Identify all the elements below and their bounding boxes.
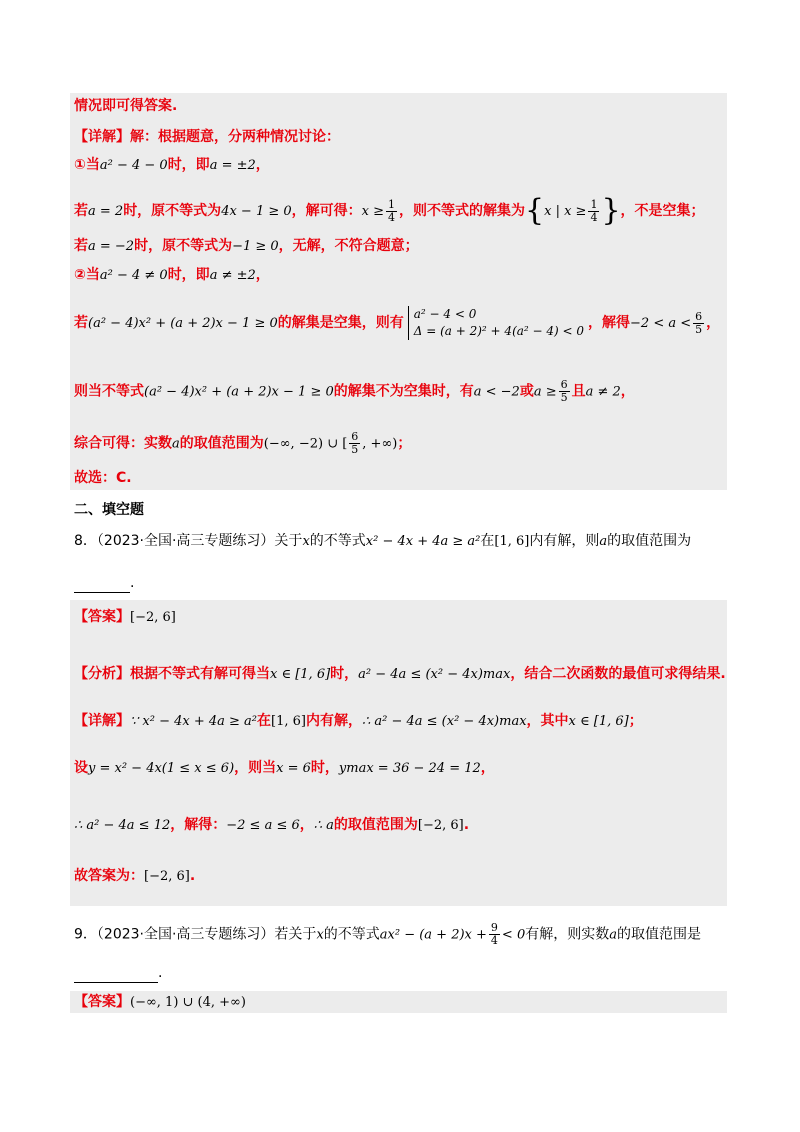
answer-blank <box>74 578 130 593</box>
answer-blank <box>74 968 158 983</box>
conclusion-line: 综合可得：实数a的取值范围为(−∞, −2) ∪ [ $\frac{6}{5}$ , +∞)； <box>74 430 412 456</box>
fraction: $\frac{1}{4}$ <box>388 197 396 224</box>
fraction: $\frac{6}{5}$ <box>351 430 359 456</box>
case-two-line: ②当a² − 4 ≠ 0时，即a ≠ ±2， <box>74 267 270 283</box>
inequality-system: a² − 4 < 0 Δ = (a + 2)² + 4(a² − 4) < 0 <box>408 306 584 340</box>
q8-answer-line: 【答案】[−2, 6] <box>74 609 176 625</box>
fraction: $\frac{6}{5}$ <box>560 378 568 404</box>
case-one-line: ①当a² − 4 − 0时，即a = ±2， <box>74 157 270 173</box>
choice-line: 故选：C. <box>74 470 132 486</box>
empty-set-condition-line: 若(a² − 4)x² + (a + 2)x − 1 ≥ 0的解集是空集，则有 a² − 4 < 0 Δ = (a + 2)² + 4(a² − 4) < 0 ，解得−2 < a < $\frac{6}{5}$ ， <box>74 307 721 338</box>
q8-solution-background <box>70 600 727 906</box>
q8-final-answer-line: 故答案为：[−2, 6]. <box>74 868 196 884</box>
question-8: 8．（2023·全国·高三专题练习）关于x的不等式x² − 4x + 4a ≥ a²在[1, 6]内有解，则a的取值范围为 <box>74 533 692 549</box>
q8-result-line: ∴ a² − 4a ≤ 12，解得：−2 ≤ a ≤ 6，∴ a的取值范围为[−2, 6]. <box>74 817 470 833</box>
case-a-eq-2-line: 若a = 2时，原不等式为4x − 1 ≥ 0，解可得：x ≥ $\frac{1}{4}$ ，则不等式的解集为{x | x ≥ $\frac{1}{4}$ }，不是空集； <box>74 193 705 228</box>
detail-heading: 【详解】解：根据题意，分两种情况讨论： <box>74 129 340 145</box>
case-a-eq-neg2-line: 若a = −2时，原不等式为−1 ≥ 0，无解，不符合题意； <box>74 238 419 254</box>
q8-analysis-line: 【分析】根据不等式有解可得当x ∈ [1, 6]时，a² − 4a ≤ (x² − 4x)max，结合二次函数的最值可求得结果. <box>74 666 726 682</box>
section-heading: 二、填空题 <box>74 502 144 518</box>
question-9-blank-line: . <box>74 963 162 983</box>
q8-setup-line: 设y = x² − 4x(1 ≤ x ≤ 6)，则当x = 6时，ymax = 36 − 24 = 12， <box>74 760 495 776</box>
fraction: $\frac{9}{4}$ <box>490 921 498 947</box>
nonempty-condition-line: 则当不等式(a² − 4)x² + (a + 2)x − 1 ≥ 0的解集不为空集时，有a < −2或a ≥ $\frac{6}{5}$ 且a ≠ 2， <box>74 378 635 404</box>
text-line: 情况即可得答案. <box>74 98 178 114</box>
fraction: $\frac{6}{5}$ <box>695 309 703 336</box>
question-8-blank-line: . <box>74 573 134 593</box>
fraction: $\frac{1}{4}$ <box>590 197 598 224</box>
q8-detail-line: 【详解】∵ x² − 4x + 4a ≥ a²在[1, 6]内有解，∴ a² − 4a ≤ (x² − 4x)max，其中x ∈ [1, 6]； <box>74 713 643 729</box>
q9-answer-line: 【答案】(−∞, 1) ∪ (4, +∞) <box>74 994 246 1010</box>
question-9: 9．（2023·全国·高三专题练习）若关于x的不等式ax² − (a + 2)x + $\frac{9}{4}$ < 0有解，则实数a的取值范围是 <box>74 921 701 947</box>
